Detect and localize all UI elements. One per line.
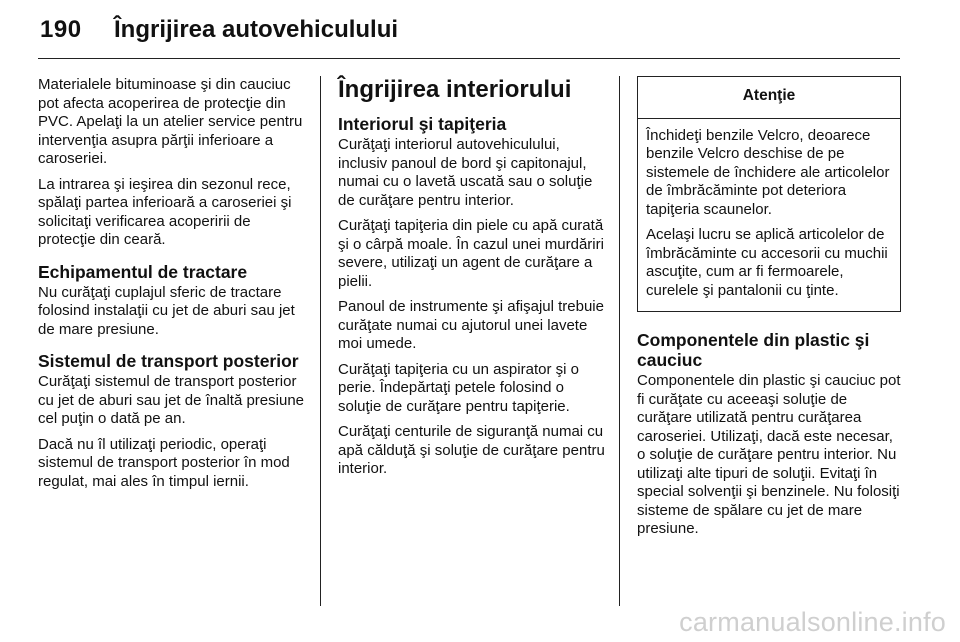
section-heading-rear-carrier: Sistemul de transport posterior	[38, 351, 299, 371]
paragraph: Curăţaţi tapiţeria cu un aspirator şi o perie. Îndepărtaţi petele folosind o soluţie de curăţare pentru tapiţerie.	[338, 360, 579, 415]
caution-box	[637, 76, 901, 312]
section-heading-plastic-rubber: Componentele din plastic şi cauciuc	[637, 330, 870, 370]
paragraph: Acelaşi lucru se aplică articolelor de îmbrăcăminte cu accesorii cu muchii ascuţite, cum ar fi fermoarele, curelele şi pantalonii cu ţinte.	[646, 226, 888, 299]
caution-title: Atenţie	[638, 77, 900, 119]
column-left	[38, 76, 304, 498]
page-title: Îngrijirea autovehiculului	[114, 16, 399, 43]
caution-body	[638, 119, 900, 312]
paragraph: La intrarea şi ieşirea din sezonul rece, spălaţi partea inferioară a caroseriei şi solicitaţi verificarea acoperirii de protecţie din ceară.	[38, 175, 292, 248]
paragraph: Curăţaţi sistemul de transport posterior cu jet de aburi sau jet de înaltă presiune cel puţin o dată pe an.	[38, 373, 305, 427]
paragraph: Nu curăţaţi cuplajul sferic de tractare folosind instalaţii cu jet de aburi sau jet de mare presiune.	[38, 283, 295, 338]
header-divider	[38, 58, 900, 59]
column-middle	[338, 76, 606, 486]
main-heading-interior-care: Îngrijirea interiorului	[338, 76, 572, 103]
paragraph: Panoul de instrumente şi afişajul trebuie curăţate numai cu ajutorul unei lavete moi umede.	[338, 298, 604, 352]
paragraph: Materialele bituminoase şi din cauciuc pot afecta acoperirea de protecţie din PVC. Apelaţi la un atelier service pentru intervenţia asupra părţii inferioare a caroseriei.	[38, 76, 303, 167]
paragraph: Închideţi benzile Velcro, deoarece benzile Velcro deschise de pe sistemele de închidere ale articolelor de îmbrăcăminte pot deteriora tapiţeria scaunelor.	[646, 126, 890, 218]
page-number: 190	[40, 16, 82, 43]
sub-heading-upholstery: Interiorul şi tapiţeria	[338, 114, 507, 134]
watermark: carmanualsonline.info	[679, 607, 946, 637]
paragraph: Dacă nu îl utilizaţi periodic, operaţi sistemul de transport posterior în mod regulat, mai ales în timpul iernii.	[38, 435, 290, 490]
paragraph: Curăţaţi interiorul autovehiculului, inclusiv panoul de bord şi capitonajul, numai cu o lavetă uscată sau o soluţie de curăţare pentru interior.	[338, 136, 593, 209]
column-right	[637, 76, 901, 546]
paragraph: Curăţaţi tapiţeria din piele cu apă curată şi o cârpă moale. În cazul unei murdăriri severe, utilizaţi un agent de curăţare a pielii.	[338, 217, 604, 290]
column-divider-left	[320, 76, 321, 606]
page-header	[0, 0, 960, 60]
section-heading-towing: Echipamentul de tractare	[38, 261, 248, 282]
column-divider-right	[619, 76, 620, 606]
paragraph: Componentele din plastic şi cauciuc pot fi curăţate cu aceeaşi soluţie de curăţare utilizată pentru curăţarea caroseriei. Utilizaţi, dacă este necesar, o soluţie de curăţare pentru interior. Nu utilizaţi alte tipuri de soluţii. Evitaţi în special solvenţii şi benzinele. Nu folosiţi sisteme de spălare cu jet de mare presiune.	[637, 372, 901, 537]
paragraph: Curăţaţi centurile de siguranţă numai cu apă călduţă şi soluţie de curăţare pentru interior.	[338, 423, 605, 477]
